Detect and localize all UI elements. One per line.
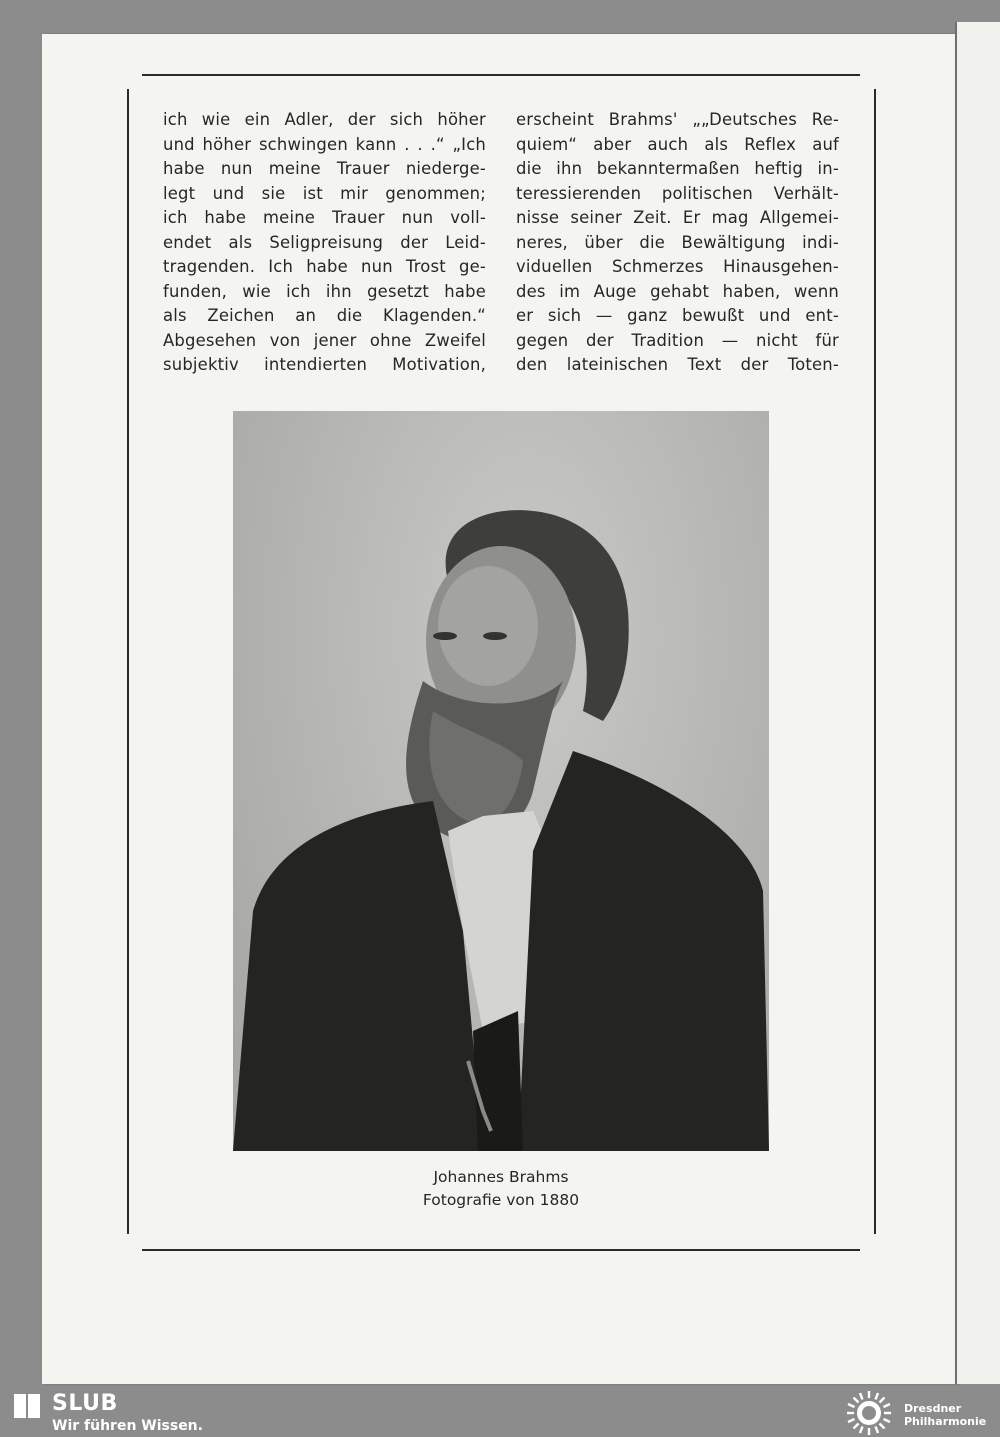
portrait-illustration — [233, 411, 769, 1151]
text-line: als Zeichen an die Klagenden.“ — [163, 306, 486, 325]
text-line: endet als Seligpreisung der Leid- — [163, 232, 486, 252]
adjacent-page-edge — [955, 22, 1000, 1384]
partner-logo-text-line1[interactable]: Dresdner — [904, 1402, 962, 1415]
text-line: tragenden. Ich habe nun Trost ge- — [163, 257, 486, 276]
sunburst-logo-icon — [843, 1390, 895, 1436]
text-line: quiem“ aber auch als Reflex auf — [516, 134, 839, 154]
text-line: des im Auge gehabt haben, wenn — [516, 281, 839, 301]
text-line: ich wie ein Adler, der sich höher — [163, 110, 486, 129]
text-line: den lateinischen Text der Toten- — [516, 355, 839, 374]
text-line: neres, über die Bewältigung indi- — [516, 232, 839, 252]
slub-logo-text[interactable]: SLUB — [52, 1391, 118, 1416]
text-line: Abgesehen von jener ohne Zweifel — [163, 330, 486, 350]
text-line: gegen der Tradition — nicht für — [516, 330, 839, 350]
slub-tagline: Wir führen Wissen. — [52, 1418, 203, 1434]
right-rule — [874, 89, 876, 1234]
text-line: legt und sie ist mir genommen; — [163, 183, 486, 203]
book-icon — [12, 1390, 44, 1422]
text-line: teressierenden politischen Verhält- — [516, 183, 839, 203]
portrait-photograph — [233, 411, 769, 1151]
text-line: nisse seiner Zeit. Er mag Allgemei- — [516, 208, 839, 227]
left-text-column — [163, 108, 486, 378]
text-line: die ihn bekanntermaßen heftig in- — [516, 159, 839, 178]
text-line: und höher schwingen kann . . .“ „Ich — [163, 134, 486, 154]
right-text-column — [516, 108, 839, 378]
left-rule — [127, 89, 129, 1234]
text-line: er sich — ganz bewußt und ent- — [516, 306, 839, 325]
text-line: erscheint Brahms' „„Deutsches Re- — [516, 110, 839, 129]
text-line: viduellen Schmerzes Hinausgehen- — [516, 257, 839, 276]
text-line: funden, wie ich ihn gesetzt habe — [163, 281, 486, 301]
top-rule — [142, 74, 860, 76]
partner-logo-text-line2[interactable]: Philharmonie — [904, 1415, 987, 1428]
text-line: subjektiv intendierten Motivation, — [163, 355, 486, 374]
caption-name: Johannes Brahms — [433, 1168, 569, 1186]
text-line: ich habe meine Trauer nun voll- — [163, 208, 486, 227]
text-line: habe nun meine Trauer niederge- — [163, 159, 486, 178]
bottom-rule — [142, 1249, 860, 1251]
caption-date: Fotografie von 1880 — [422, 1191, 580, 1209]
